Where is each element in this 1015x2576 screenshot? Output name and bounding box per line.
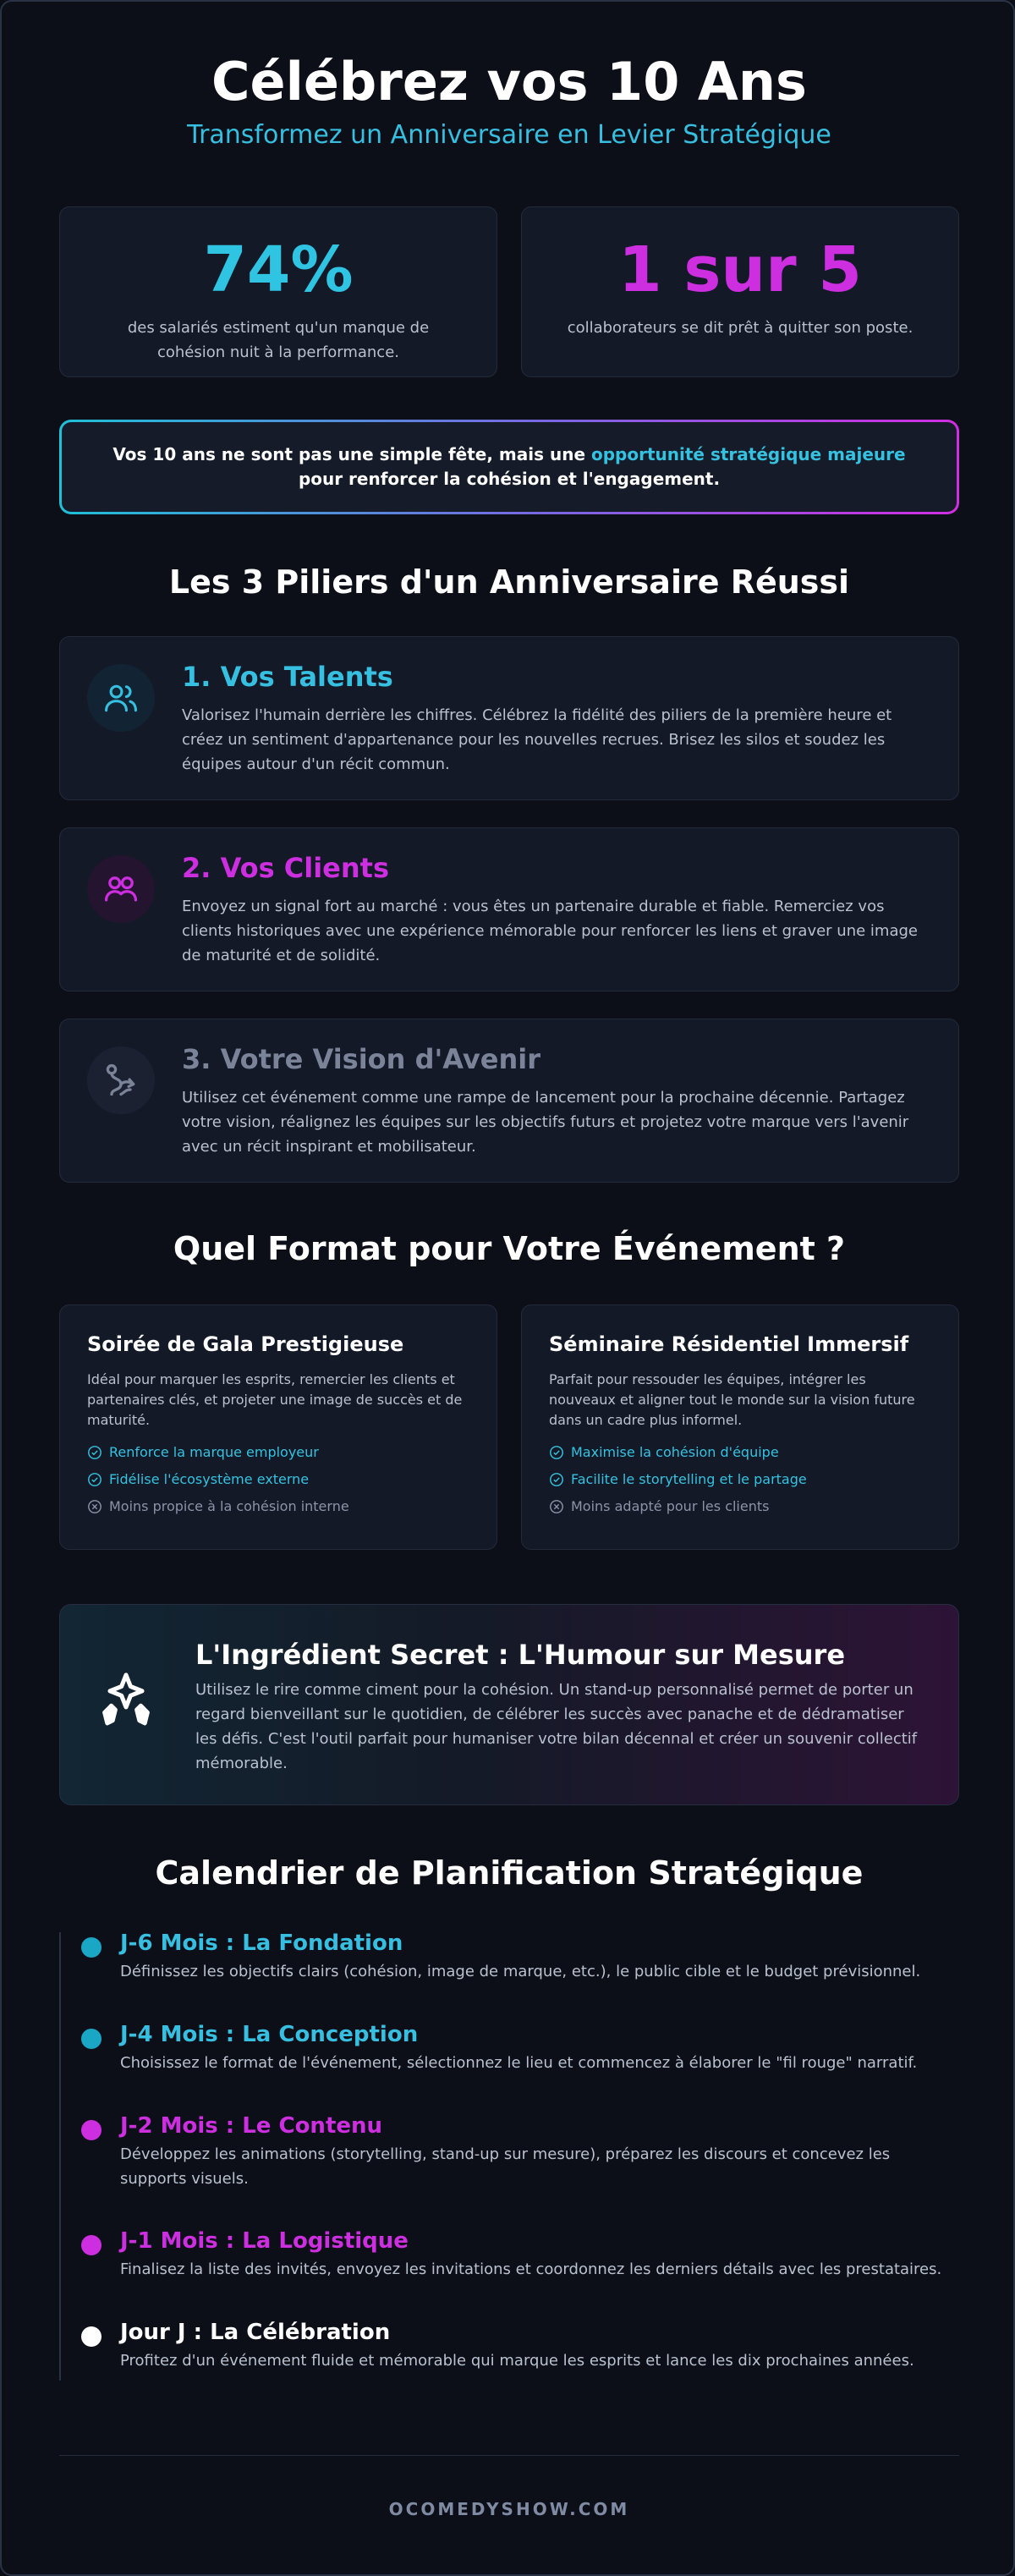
timeline-title: Jour J : La Célébration [120, 2320, 391, 2345]
footer-brand: OCOMEDYSHOW.COM [388, 2499, 630, 2519]
secret-title: L'Ingrédient Secret : L'Humour sur Mesure [195, 1639, 846, 1671]
pillar-card-vision [59, 1019, 959, 1183]
stat-description: collaborateurs se dit prêt à quitter son poste. [567, 319, 914, 337]
pillar-description: Valorisez l'humain derrière les chiffres. Célébrez la fidélité des piliers de la première heure et créez un sentiment d'appartenance pour les nouvelles recrues. Brisez les silos et soudez les équipes autour d'un récit commun. [182, 706, 892, 773]
check-circle-icon [549, 1445, 564, 1460]
pillar-title: 2. Vos Clients [182, 852, 389, 884]
callout-highlight: opportunité stratégique majeure [590, 444, 906, 464]
timeline-title: J-1 Mois : La Logistique [120, 2228, 409, 2254]
timeline-dot [81, 1937, 102, 1958]
timeline-item [83, 2228, 954, 2282]
format-points-list [87, 1442, 469, 1517]
timeline-section-title: Calendrier de Planification Stratégique [155, 1854, 864, 1892]
page-title: Célébrez vos 10 Ans [211, 51, 807, 113]
timeline-item [83, 2320, 954, 2373]
pillar-description: Envoyez un signal fort au marché : vous êtes un partenaire durable et fiable. Remerciez vos clients historiques avec une expérience mémorable pour renforcer les liens et graver une image de maturité et de solidité. [182, 898, 918, 964]
timeline-dot [81, 2326, 102, 2347]
timeline-item [83, 1931, 954, 1984]
secret-description: Utilisez le rire comme ciment pour la cohésion. Un stand-up personnalisé permet de porter un regard bienveillant sur le quotidien, de célébrer les succès avec panache et de dédramatiser les défis. C'est l'outil parfait pour humaniser votre bilan décennal et créer un souvenir collectif mémorable. [195, 1681, 918, 1772]
users-icon [87, 664, 155, 732]
pillar-title: 3. Votre Vision d'Avenir [182, 1043, 540, 1075]
format-description: Parfait pour ressouder les équipes, intégrer les nouveaux et aligner tout le monde sur la vision future dans un cadre plus informel. [549, 1371, 915, 1428]
key-message-text [96, 442, 923, 492]
timeline-description: Profitez d'un événement fluide et mémorable qui marque les esprits et lance les dix prochaines années. [120, 2352, 914, 2370]
timeline-title: J-2 Mois : Le Contenu [120, 2113, 383, 2139]
timeline-dot [81, 2235, 102, 2255]
callout-text-after: pour renforcer la cohésion et l'engagement. [298, 469, 721, 489]
route-arrow-icon [87, 1046, 155, 1114]
format-points-list [549, 1442, 931, 1517]
format-con-item [87, 1497, 469, 1517]
stat-value: 1 sur 5 [618, 233, 862, 306]
format-con-text: Moins propice à la cohésion interne [109, 1498, 349, 1514]
timeline-dot [81, 2029, 102, 2049]
check-circle-icon [87, 1472, 102, 1487]
timeline-title: J-4 Mois : La Conception [120, 2022, 419, 2047]
timeline-dot [81, 2120, 102, 2140]
stat-card-cohesion [59, 206, 497, 377]
secret-ingredient-banner [59, 1604, 959, 1805]
handshake-users-icon [87, 855, 155, 923]
pillar-description: Utilisez cet événement comme une rampe de lancement pour la prochaine décennie. Partagez votre vision, réalignez les équipes sur les objectifs futurs et projetez votre marque vers l'avenir avec un récit inspirant et mobilisateur. [182, 1089, 909, 1156]
format-description: Idéal pour marquer les esprits, remercier les clients et partenaires clés, et projeter une image de succès et de maturité. [87, 1371, 463, 1428]
x-circle-icon [549, 1499, 564, 1514]
format-con-text: Moins adapté pour les clients [571, 1498, 770, 1514]
format-pro-item [87, 1442, 469, 1463]
check-circle-icon [87, 1445, 102, 1460]
format-title: Soirée de Gala Prestigieuse [87, 1332, 404, 1356]
pillar-card-talents [59, 636, 959, 800]
stat-value: 74% [203, 233, 354, 306]
format-pro-item [549, 1469, 931, 1490]
timeline-title: J-6 Mois : La Fondation [120, 1931, 403, 1956]
format-con-item [549, 1497, 931, 1517]
timeline-description: Finalisez la liste des invités, envoyez les invitations et coordonnez les derniers détails avec les prestataires. [120, 2260, 942, 2278]
timeline-item [83, 2113, 954, 2191]
check-circle-icon [549, 1472, 564, 1487]
footer-divider [59, 2455, 959, 2456]
sparkle-hands-icon [94, 1668, 158, 1736]
format-pro-text: Fidélise l'écosystème externe [109, 1471, 310, 1487]
timeline-description: Choisissez le format de l'événement, sélectionnez le lieu et commencez à élaborer le "fil rouge" narratif. [120, 2054, 918, 2072]
stat-description: des salariés estiment qu'un manque de cohésion nuit à la performance. [127, 319, 430, 361]
pillar-title: 1. Vos Talents [182, 661, 393, 693]
format-card-gala [59, 1304, 497, 1550]
format-pro-item [549, 1442, 931, 1463]
timeline-line [59, 1932, 61, 2381]
formats-section-title: Quel Format pour Votre Événement ? [173, 1230, 846, 1267]
pillar-card-clients [59, 827, 959, 991]
callout-text-before: Vos 10 ans ne sont pas une simple fête, mais une [112, 444, 591, 464]
format-pro-item [87, 1469, 469, 1490]
x-circle-icon [87, 1499, 102, 1514]
format-title: Séminaire Résidentiel Immersif [549, 1332, 909, 1356]
key-message-callout [59, 420, 959, 514]
pillars-section-title: Les 3 Piliers d'un Anniversaire Réussi [168, 563, 850, 601]
format-pro-text: Maximise la cohésion d'équipe [571, 1444, 779, 1460]
stat-card-turnover [521, 206, 959, 377]
page-subtitle: Transformez un Anniversaire en Levier Stratégique [187, 120, 831, 150]
format-card-seminar [521, 1304, 959, 1550]
format-pro-text: Renforce la marque employeur [109, 1444, 319, 1460]
timeline-item [83, 2022, 954, 2075]
timeline-description: Définissez les objectifs clairs (cohésion, image de marque, etc.), le public cible et le budget prévisionnel. [120, 1963, 921, 1980]
timeline-description: Développez les animations (storytelling, stand-up sur mesure), préparez les discours et concevez les supports visuels. [120, 2145, 891, 2188]
format-pro-text: Facilite le storytelling et le partage [571, 1471, 807, 1487]
